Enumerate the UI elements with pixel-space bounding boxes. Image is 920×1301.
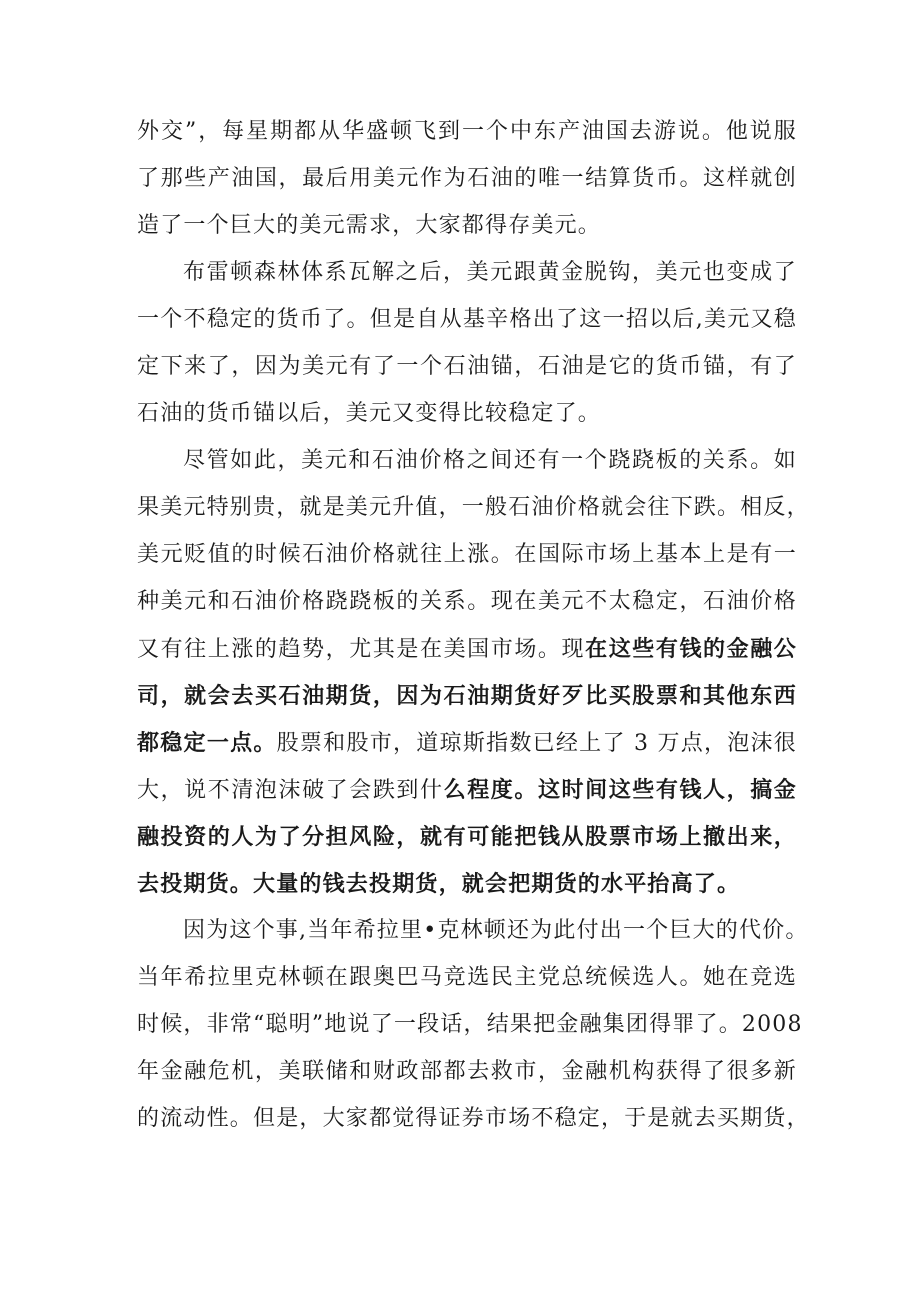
text-line [137, 958, 797, 998]
text-line [183, 253, 797, 293]
text-line [137, 159, 797, 199]
text-segment: 了那些产油国，最后用美元作为石油的唯一结算货币。这样就创 [137, 166, 797, 191]
text-line [137, 723, 797, 763]
text-line [137, 535, 797, 575]
bold-text-segment: 都稳定一点。 [137, 730, 277, 756]
text-line [137, 206, 797, 246]
text-line [137, 629, 797, 669]
text-segment: 布雷顿森林体系瓦解之后，美元跟黄金脱钩，美元也变成了 [183, 260, 797, 285]
text-line [137, 347, 797, 387]
text-segment: 果美元特别贵，就是美元升值，一般石油价格就会往下跌。相反， [137, 495, 810, 520]
text-segment: 造了一个巨大的美元需求，大家都得存美元。 [137, 213, 602, 238]
text-segment: 定下来了，因为美元有了一个石油锚，石油是它的货币锚，有了 [137, 354, 797, 379]
text-line [137, 300, 797, 340]
text-line [137, 488, 810, 528]
text-segment: 当年希拉里克林顿在跟奥巴马竞选民主党总统候选人。她在竞选 [137, 965, 797, 990]
text-line [183, 911, 809, 951]
text-segment: 美元贬值的时候石油价格就往上涨。在国际市场上基本上是有一 [137, 542, 797, 567]
bold-text-segment: 去投期货。大量的钱去投期货，就会把期货的水平抬高了。 [137, 871, 741, 897]
text-line [137, 582, 797, 622]
bold-text-segment: 融投资的人为了分担风险，就有可能把钱从股票市场上撤出来， [137, 824, 797, 850]
text-segment: 的流动性。但是，大家都觉得证券市场不稳定，于是就去买期货， [137, 1106, 810, 1131]
bold-text-segment: 司，就会去买石油期货，因为石油期货好歹比买股票和其他东西 [137, 683, 797, 709]
text-segment: 股票和股市，道琼斯指数已经上了 3 万点，泡沫很 [276, 731, 797, 756]
text-line [137, 864, 797, 904]
bold-text-segment: 在这些有钱的金融公 [585, 636, 797, 662]
text-segment: 又有往上涨的趋势，尤其是在美国市场。现 [137, 637, 586, 662]
text-segment: 种美元和石油价格跷跷板的关系。现在美元不太稳定，石油价格 [137, 589, 797, 614]
text-segment: 一个不稳定的货币了。但是自从基辛格出了这一招以后,美元又稳 [137, 307, 797, 332]
text-line [183, 441, 797, 481]
text-segment: 大，说不清泡沫破了会跌到什 [137, 778, 444, 803]
text-line [137, 817, 797, 857]
text-segment: 尽管如此，美元和石油价格之间还有一个跷跷板的关系。如 [183, 448, 797, 473]
text-line [137, 676, 797, 716]
bold-text-segment: 么程度。这时间这些有钱人，搞金 [443, 777, 797, 803]
text-line [137, 770, 797, 810]
text-line [137, 112, 797, 152]
text-segment: 石油的货币锚以后，美元又变得比较稳定了。 [137, 401, 602, 426]
text-segment: 时候，非常“聪明”地说了一段话，结果把金融集团得罪了。2008 [137, 1012, 803, 1037]
text-segment: 年金融危机，美联储和财政部都去救市，金融机构获得了很多新 [137, 1059, 797, 1084]
text-line [137, 1052, 797, 1092]
text-line [137, 1099, 810, 1139]
text-segment: 因为这个事,当年希拉里•克林顿还为此付出一个巨大的代价。 [183, 918, 809, 943]
text-line [137, 394, 797, 434]
text-segment: 外交”，每星期都从华盛顿飞到一个中东产油国去游说。他说服 [137, 119, 797, 144]
text-line [137, 1005, 803, 1045]
